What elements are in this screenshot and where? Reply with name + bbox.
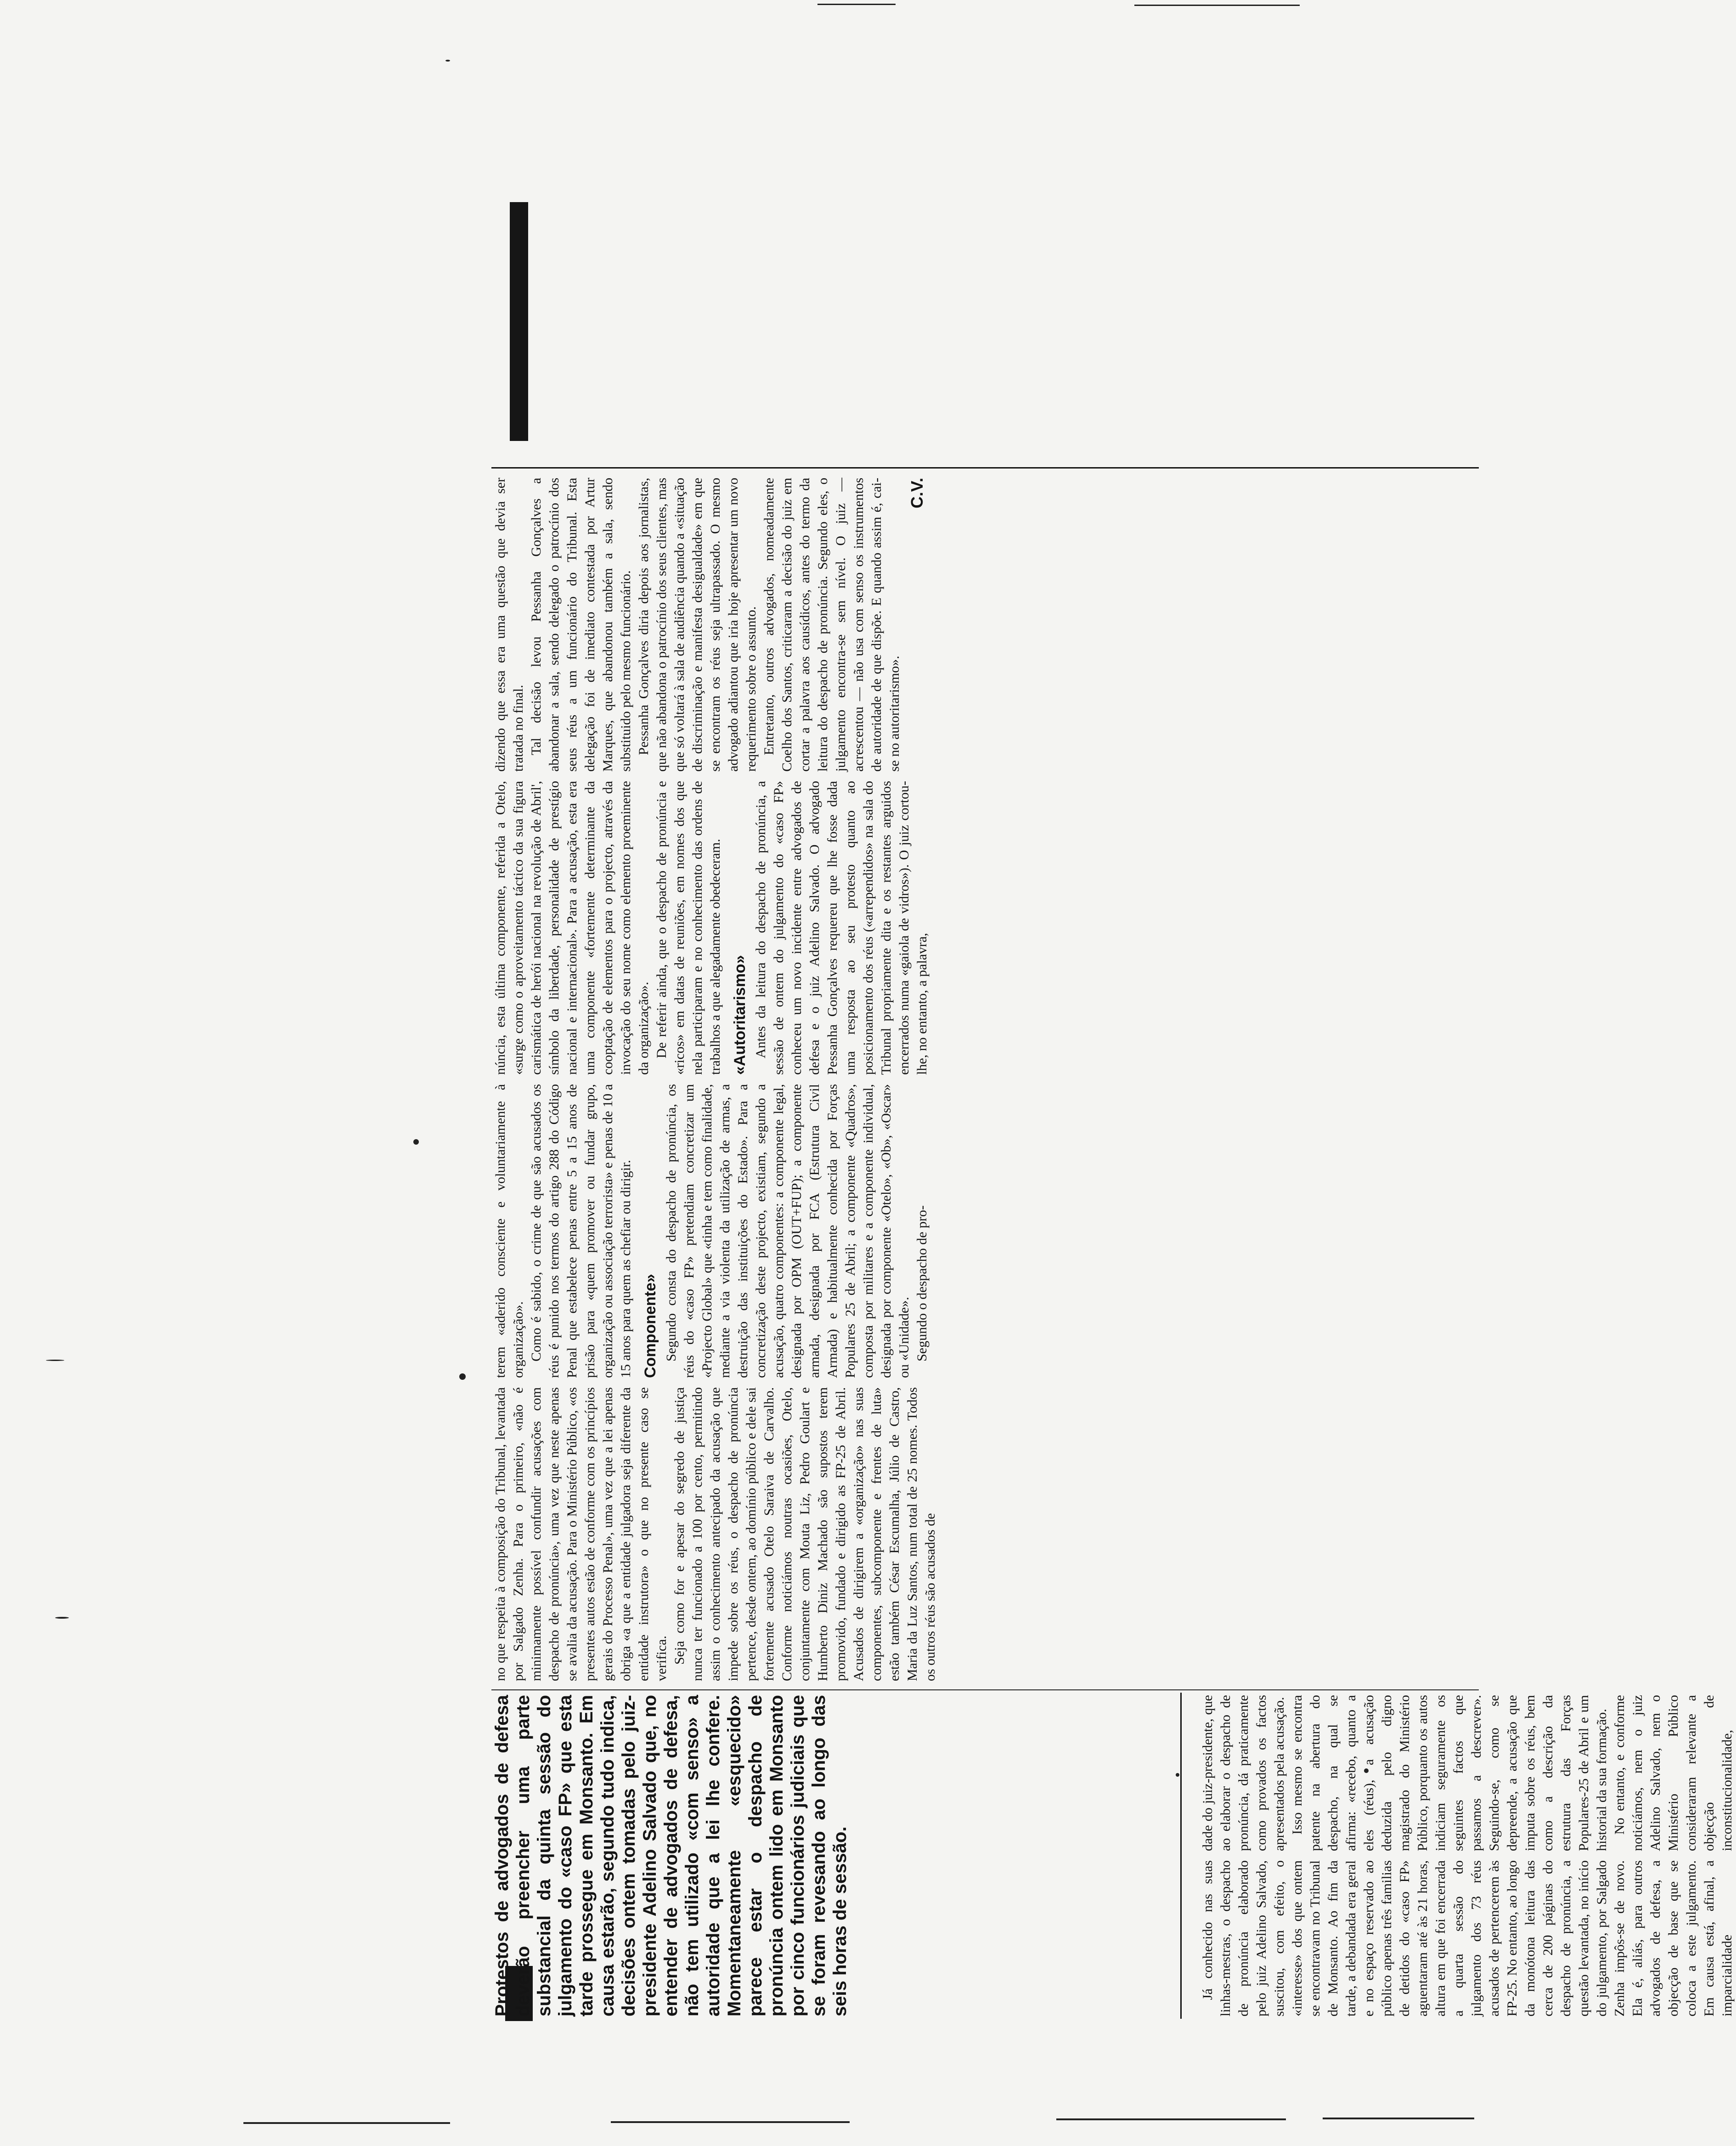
scan-speck	[413, 1139, 419, 1145]
bottom-edge-mark	[1056, 2118, 1286, 2120]
column-4	[491, 1084, 931, 1378]
col6c-text: Pessanha Gonçalves diria depois aos jornalistas, que não abandona o patrocínio dos seus clientes, mas que só voltará à sala de audiência quando a «situação de discriminação e manifesta desigualdade» em que se encontram os réus seja ultrapassado. O mesmo advogado adiantou que iria hoje apresentar um novo requerimento sobre o assunto.	[636, 478, 759, 772]
column-5	[491, 781, 931, 1075]
edge-black-mark	[510, 202, 528, 441]
col6-text: dizendo que essa era uma questão que devia ser tratada no final.	[493, 478, 526, 772]
scan-speck	[445, 60, 450, 62]
bottom-edge-mark	[1323, 2118, 1474, 2119]
scan-speck	[459, 1373, 466, 1380]
bottom-edge-mark	[611, 2121, 850, 2123]
col6b-text: Tal decisão levou Pessanha Gonçalves a abandonar a sala, sendo delegado o patrocínio dos seus réus a um funcionário do Tribunal. Esta delegação foi de imediato contestada por Artur Marques, que abandonou também a sala, sendo substituido pelo mesmo funcionário.	[529, 478, 633, 772]
subhead-autoritarismo: «Autoritarismo»	[731, 955, 749, 1075]
col4b-text: Como é sabido, o crime de que são acusados os réus é punido nos termos do artigo 288 do Código Penal que estabelece penas entre 5 a 15 anos de prisão para «quem promover ou fundar grupo, organização ou associação terrorista» e penas de 10 a 15 anos para quem as chefiar ou dirigir.	[529, 1084, 633, 1378]
author-signature: C.V.	[907, 478, 926, 508]
col5c-text: Antes da leitura do despacho de pronúncia, a sessão de ontem do julgamento do «caso FP» conheceu um novo incidente entre advogados de defesa e o juiz Adelino Salvado. O advogado Pessanha Gonçalves requereu que lhe fosse dada uma resposta ao seu protesto quanto ao posicionamento dos réus («arrependidos» na sala do Tribunal propriamente dita e os restantes arguidos encerrados numa «gaiola de vidros»). O juiz cortou-lhe, no entanto, a palavra,	[753, 781, 930, 1075]
col4c-text: Segundo consta do despacho de pronúncia, os réus do «caso FP» pretendiam concretizar um «Projecto Global» que «tinha e tem como finalidade, mediante a via violenta da utilização de armas, a destruição das instituições do Estado». Para a concretização deste projecto, existiam, segundo a acusação, quatro componentes: a componente legal, designada por OPM (OUT+FUP); a componente armada, designada por FCA (Estrutura Civil Armada) e habitualmente conhecida por Forças Populares 25 de Abril; a componente «Quadros», composta por militares e a componente individual, designada por componente «Otelo», «Ob», «Oscar» ou «Unidade».	[664, 1084, 912, 1378]
col2-text: dade do juiz-presidente, que ao elaborar o despacho de pronúncia, dá praticamente como provados os factos apresentados pela acusação.	[1200, 1695, 1287, 1851]
column-1	[1199, 1860, 1736, 2016]
top-edge-mark	[1134, 5, 1300, 6]
col5b-text: De referir ainda, que o despacho de pronúncia e «ricos» em datas de reuniões, em nomes dos que nela participaram e no conhecimento das ordens de trabalhos a que alegadamente obedeceram.	[654, 781, 723, 1075]
scan-speck	[55, 1617, 69, 1619]
column-2	[1199, 1695, 1736, 1851]
col4d-text: Segundo o despacho de pro-	[914, 1205, 930, 1361]
col1-text: Já conhecido nas suas linhas-mestras, o despacho de pronúncia elaborado pelo juiz Adelino Salvado, suscitou, com efeito, o «interesse» dos que ontem se encontravam no Tribunal de Monsanto. Ao fim da tarde, a debandada era geral e no espaço reservado ao público apenas três familias de detidos do «caso FP» aguentaram até às 21 horas, altura em que foi encerrada a quarta sessão do julgamento dos 73 réus acusados de pertencerem às FP-25. No entanto, ao longo da monótona leitura das cerca de 200 páginas do despacho de pronúncia, a questão levantada, no início do julgamento, por Salgado Zenha impôs-se de novo. Ela é, aliás, para outros advogados de defesa, a objecção de base que se coloca a este julgamento. Em causa está, afinal, a imparcialidade	[1200, 1860, 1735, 2016]
bottom-edge-mark	[243, 2122, 450, 2124]
top-edge-mark	[817, 4, 896, 5]
newspaper-page	[482, 101, 1735, 2030]
col2c-text: No entanto, e conforme noticiámos, nem o juiz Adelino Salvado, nem o Ministério Público consideraram relevante a objecção de inconstitucionalidade,	[1612, 1695, 1735, 1851]
scan-speck	[46, 1360, 64, 1361]
article-lead: Protestos de advogados de defesa deverão preencher uma parte substancial da quinta sessão do julgamento do «caso FP» que esta tarde prossegue em Monsanto. Em causa estarão, segundo tudo indica, decisões ontem tomadas pelo juiz-presidente Adelino Salvado que, no entender de advogados de defesa, não tem utilizado «com senso» a autoridade que a lei lhe confere. Momentaneamente «esquecido» parece estar o despacho de pronúncia ontem lido em Monsanto por cinco funcionários judiciais que se foram revesando ao longo das seis horas de sessão.	[492, 1695, 850, 2016]
col6d-text: Entretanto, outros advogados, nomeadamente Coelho dos Santos, criticaram a decisão do juiz em cortar a palavra aos causídicos, antes do termo da leitura do despacho de pronúncia. Segundo eles, o julgamento encontra-se sem nível. O juiz — acrescentou — não usa com senso os instrumentos de autoridade de que dispõe. E quando assim é, cai-se no autoritarismo».	[761, 478, 902, 772]
col5-text: núncia, esta última componente, referida a Otelo, «surge como o aproveitamento táctico da sua figura carismática de herói nacional na revolução de Abril', símbolo da liberdade, personalidade de prestígio nacional e internacional». Para a acusação, esta era uma componente «fortemente determinante da cooptação de elementos para o projecto, através da invocação do seu nome como elemento proeminente da organização».	[493, 781, 651, 1075]
col3-text: no que respeita à composição do Tribunal, levantada por Salgado Zenha. Para o primeiro, «não é minimamente possível confundir acusações com despacho de pronúncia», uma vez que neste apenas se avalia da acusação. Para o Ministério Público, «os presentes autos estão de conforme com os princípios gerais do Processo Penal», uma vez que a lei apenas obriga «a que a entidade julgadora seja diferente da entidade instrutora» o que no presente caso se verifica.	[493, 1387, 669, 1681]
col2b-text: Isso mesmo se encontra patente na abertura do despacho, na qual se afirma: «recebo, quanto a eles (réus), a acusação deduzida pelo digno magistrado do Ministério Público, porquanto os autos indiciam seguramente os seguintes factos que passamos a descrever». Seguindo-se, como se depreende, a acusação que imputa sobre os réus, bem como a descrição da estrutura das Forças Populares-25 de Abril e um historial da sua formação.	[1290, 1695, 1609, 1851]
column-3	[491, 1387, 939, 1681]
page-edge-rule	[491, 467, 1479, 469]
col4-text: terem «aderido consciente e voluntariamente à organização».	[493, 1084, 526, 1378]
lead-rule	[1180, 1693, 1182, 2019]
subhead-componente: Componente»	[642, 1274, 659, 1378]
col3b-text: Seja como for e apesar do segredo de justiça nunca ter funcionado a 100 por cento, permitindo assim o conhecimento antecipado da acusação que impede sobre os réus, o despacho de pronúncia pertence, desde ontem, ao domínio público e dele sai fortemente acusado Otelo Saraiva de Carvalho. Conforme noticiámos noutras ocasiões, Otelo, conjuntamente com Mouta Liz, Pedro Goulart e Humberto Diniz Machado são supostos terem promovido, fundado e dirigido as FP-25 de Abril. Acusados de dirigirem a «organização» nas suas componentes, subcomponente e frentes de luta» estão também César Escumalha, Júlio de Castro, Maria da Luz Santos, num total de 25 nomes. Todos os outros réus são acusados de	[672, 1387, 938, 1681]
column-rule	[491, 1689, 1479, 1690]
column-6	[491, 478, 926, 772]
